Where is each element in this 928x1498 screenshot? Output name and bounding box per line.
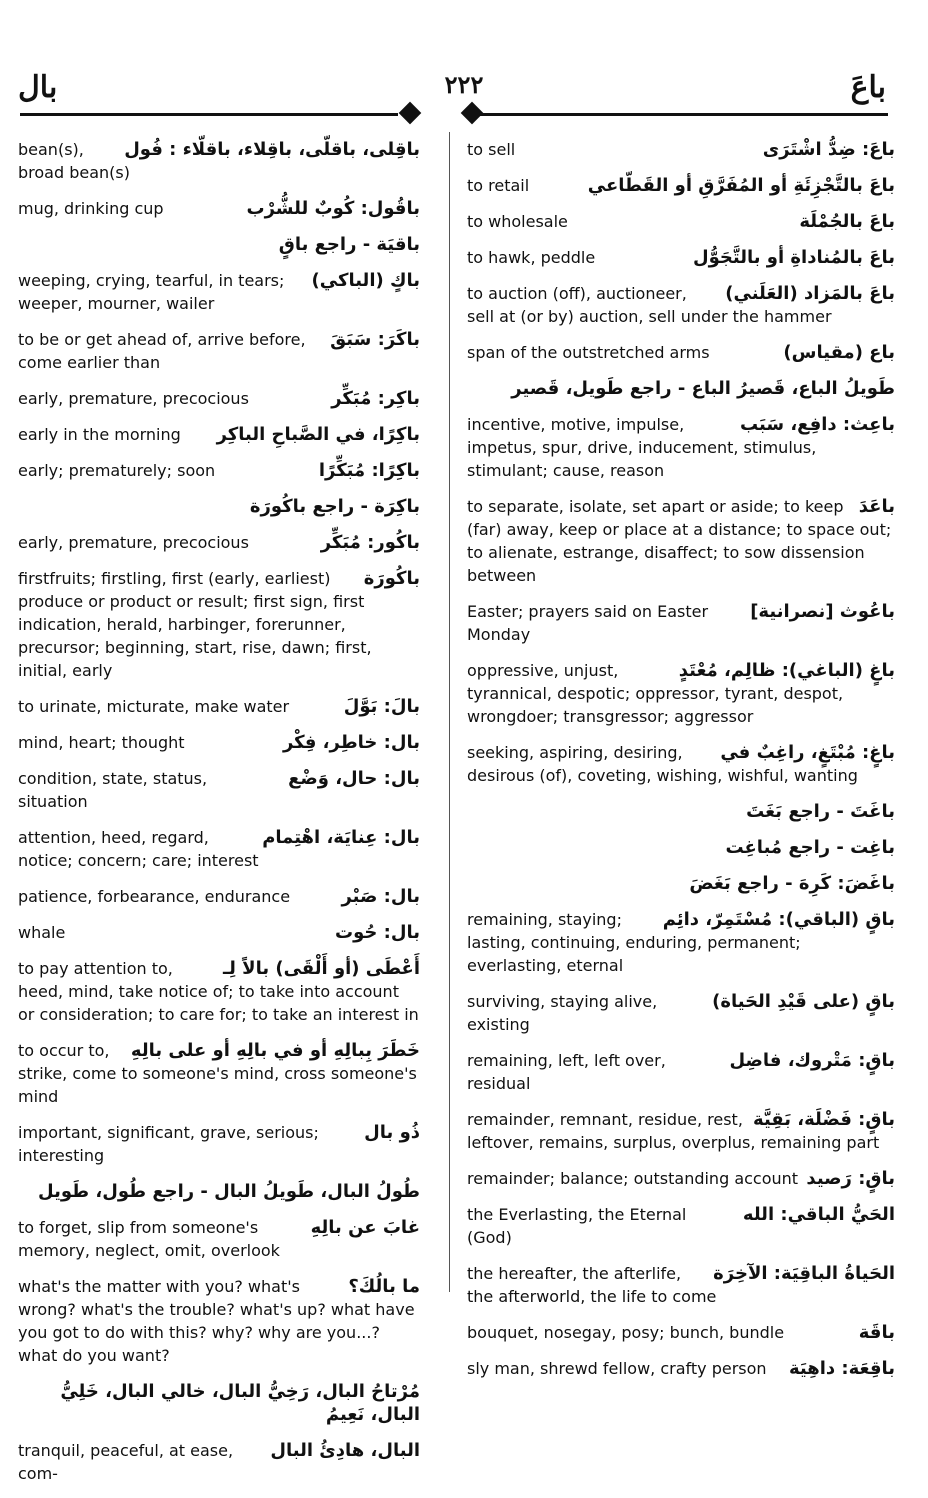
dictionary-entry xyxy=(18,826,420,872)
entry-arabic-headword: باع (مقياس) xyxy=(783,342,895,363)
dictionary-entry xyxy=(18,567,420,682)
page-number: ٢٢٢ xyxy=(444,70,484,99)
entry-english-definition: attention, heed, regard, notice; concern; care; interest xyxy=(18,828,259,870)
dictionary-entry xyxy=(467,1167,895,1190)
entry-arabic-headword: باكُورَة xyxy=(363,568,420,589)
entry-arabic-headword: باعَ بالمُناداةِ أو بالتَّجَوُّل xyxy=(693,247,895,268)
entry-arabic-headword: الحَيُّ الباقي: الله xyxy=(742,1204,895,1225)
dictionary-entry xyxy=(18,885,420,908)
dictionary-entry xyxy=(18,957,420,1026)
dictionary-entry xyxy=(467,1357,895,1380)
dictionary-entry xyxy=(18,138,420,184)
entry-english-definition: sly man, shrewd fellow, crafty person xyxy=(467,1359,767,1378)
entry-arabic-headword: باغَضَ: كَرِهَ - راجع بَغَضَ xyxy=(689,873,895,894)
entry-arabic-headword: ما بالُكَ؟ xyxy=(348,1276,420,1297)
entry-arabic-headword: الحَياةُ الباقِيَة: الآخِرَة xyxy=(713,1263,895,1284)
entry-arabic-headword: بال: عِنايَة، اهْتِمام xyxy=(262,827,420,848)
entry-arabic-headword: باكِرًا: مُبَكِّرًا xyxy=(318,460,420,481)
entry-english-definition: seeking, aspiring, desiring, desirous (of), coveting, wishing, wishful, wanting xyxy=(467,743,858,785)
entry-arabic-headword: باغَتَ - راجع بَغَتَ xyxy=(746,801,895,822)
entry-english-definition: bouquet, nosegay, posy; bunch, bundle xyxy=(467,1323,785,1342)
entry-arabic-headword: بال: خاطِر، فِكْر xyxy=(282,732,420,753)
dictionary-entry xyxy=(18,328,420,374)
entry-english-definition: to sell xyxy=(467,140,516,159)
entry-arabic-headword: باعَ بالجُمْلَة xyxy=(799,211,895,232)
entry-english-definition: to auction (off), auctioneer, sell at (or by) auction, sell under the hammer xyxy=(467,284,832,326)
entry-english-definition: span of the outstretched arms xyxy=(467,343,710,362)
entry-english-definition: what's the matter with you? what's wrong? what's the trouble? what's up? what have you got to do with this? why? why are you...? what do you want? xyxy=(18,1277,415,1365)
header-guide-word-left: بال xyxy=(18,70,58,105)
header-rule-right xyxy=(478,113,888,116)
dictionary-entry xyxy=(467,800,895,823)
entry-english-definition: Easter; prayers said on Easter Monday xyxy=(467,602,709,644)
header-guide-word-right: باعَ xyxy=(850,70,886,105)
entry-arabic-headword: مُرْتاحُ البال، رَخِيُّ البال، خالي البال، خَلِيُّ البال، نَعِيمُ xyxy=(60,1381,420,1425)
dictionary-entry xyxy=(18,1180,420,1203)
entry-arabic-headword: باقٍ (الباقي): مُسْتَمِرّ، دائِم xyxy=(662,909,895,930)
entry-english-definition: patience, forbearance, endurance xyxy=(18,887,291,906)
entry-arabic-headword: باكِرًا، في الصَّباحِ الباكِر xyxy=(216,424,420,445)
right-column xyxy=(467,138,895,1393)
dictionary-entry xyxy=(467,1321,895,1344)
entry-english-definition: early, premature, precocious xyxy=(18,533,249,552)
entry-english-definition: tranquil, peaceful, at ease, com- xyxy=(18,1441,234,1483)
entry-english-definition: early in the morning xyxy=(18,425,181,444)
entry-arabic-headword: أَعْطَى (أو أَلْقَى) بالاً لِـ xyxy=(222,958,420,979)
entry-arabic-headword: باقٍ: مَتْروك، فاضِل xyxy=(729,1050,895,1071)
dictionary-entry xyxy=(467,836,895,859)
entry-english-definition: to urinate, micturate, make water xyxy=(18,697,290,716)
dictionary-entry xyxy=(18,767,420,813)
entry-english-definition: remainder, remnant, residue, rest, leftover, remains, surplus, overplus, remaining part xyxy=(467,1110,880,1152)
entry-english-definition: to occur to, strike, come to someone's mind, cross someone's mind xyxy=(18,1041,417,1106)
entry-arabic-headword: باعَ بالتَّجْزِئَةِ أو المُفَرَّقِ أو القَطّاعي xyxy=(587,175,895,196)
entry-english-definition: remaining, left, left over, residual xyxy=(467,1051,666,1093)
entry-arabic-headword: ذُو بال xyxy=(364,1122,420,1143)
entry-english-definition: oppressive, unjust, tyrannical, despotic; oppressor, tyrant, despot, wrongdoer; transgressor; aggressor xyxy=(467,661,844,726)
dictionary-entry xyxy=(18,1121,420,1167)
entry-arabic-headword: بالَ: بَوَّلَ xyxy=(343,696,420,717)
entry-arabic-headword: باعِث: دافِع، سَبَب xyxy=(739,414,895,435)
dictionary-entry xyxy=(467,377,895,400)
entry-arabic-headword: باقيَة - راجع باقٍ xyxy=(278,234,420,255)
dictionary-entry xyxy=(467,908,895,977)
entry-english-definition: bean(s), broad bean(s) xyxy=(18,140,130,182)
entry-arabic-headword: باكِر: مُبَكِّر xyxy=(331,388,420,409)
entry-english-definition: remainder; balance; outstanding account xyxy=(467,1169,799,1188)
column-divider xyxy=(449,132,450,1292)
entry-english-definition: early; prematurely; soon xyxy=(18,461,216,480)
entry-arabic-headword: باقٍ: فَضْلَة، بَقِيَّة xyxy=(753,1109,895,1130)
entry-arabic-headword: باعُوث [نصرانية] xyxy=(750,601,895,622)
entry-arabic-headword: باقِلى، باقلّى، باقِلاء، باقلّاء : فُول xyxy=(124,139,420,160)
dictionary-entry xyxy=(467,600,895,646)
dictionary-entry xyxy=(18,731,420,754)
dictionary-entry xyxy=(467,872,895,895)
header-rule-left xyxy=(20,113,398,116)
entry-english-definition: the hereafter, the afterlife, the afterworld, the life to come xyxy=(467,1264,717,1306)
dictionary-entry xyxy=(467,1108,895,1154)
dictionary-entry xyxy=(467,246,895,269)
entry-arabic-headword: خَطَرَ بِبالِهِ أو في بالِهِ أو على بالِهِ xyxy=(130,1040,420,1061)
dictionary-entry xyxy=(18,1380,420,1426)
dictionary-entry xyxy=(18,695,420,718)
entry-arabic-headword: بال: صَبْر xyxy=(341,886,420,907)
entry-english-definition: weeping, crying, tearful, in tears; weeper, mourner, wailer xyxy=(18,271,285,313)
dictionary-entry xyxy=(18,1039,420,1108)
dictionary-entry xyxy=(467,341,895,364)
dictionary-entry xyxy=(467,1203,895,1249)
dictionary-entry xyxy=(18,495,420,518)
dictionary-entry xyxy=(18,1275,420,1367)
dictionary-entry xyxy=(467,210,895,233)
dictionary-entry xyxy=(467,1262,895,1308)
entry-arabic-headword: باكُور: مُبَكِّر xyxy=(320,532,420,553)
entry-english-definition: to pay attention to, heed, mind, take notice of; to take into account or consideration; to care for; to take an interest in xyxy=(18,959,419,1024)
entry-arabic-headword: بال: حُوت xyxy=(335,922,420,943)
entry-arabic-headword: البال، هادِئُ البال xyxy=(270,1440,420,1461)
dictionary-entry xyxy=(18,269,420,315)
dictionary-entry xyxy=(467,174,895,197)
entry-english-definition: important, significant, grave, serious; interesting xyxy=(18,1123,319,1165)
dictionary-entry xyxy=(18,459,420,482)
entry-english-definition: remaining, staying; lasting, continuing, enduring, permanent; everlasting, eternal xyxy=(467,910,801,975)
dictionary-entry xyxy=(18,387,420,410)
entry-arabic-headword: باقٍ: رَصيد xyxy=(806,1168,895,1189)
entry-english-definition: surviving, staying alive, existing xyxy=(467,992,658,1034)
entry-english-definition: to wholesale xyxy=(467,212,568,231)
diamond-ornament-left xyxy=(399,102,422,125)
dictionary-entry xyxy=(18,921,420,944)
dictionary-entry xyxy=(18,1216,420,1262)
dictionary-entry xyxy=(18,423,420,446)
dictionary-entry xyxy=(467,1049,895,1095)
entry-arabic-headword: باقَة xyxy=(858,1322,895,1343)
entry-english-definition: mug, drinking cup xyxy=(18,199,164,218)
dictionary-entry xyxy=(18,1439,420,1485)
dictionary-entry xyxy=(467,282,895,328)
dictionary-entry xyxy=(18,197,420,220)
entry-arabic-headword: باعَ بالمَزاد (العَلَني) xyxy=(725,283,895,304)
entry-english-definition: the Everlasting, the Eternal (God) xyxy=(467,1205,687,1247)
entry-arabic-headword: باكٍ (الباكي) xyxy=(311,270,420,291)
entry-arabic-headword: طُولُ البال، طَويلُ البال - راجع طُول، طَويل xyxy=(38,1181,420,1202)
dictionary-entry xyxy=(18,233,420,256)
entry-arabic-headword: باعَدَ xyxy=(858,496,895,517)
left-column xyxy=(18,138,420,1498)
entry-english-definition: to retail xyxy=(467,176,530,195)
dictionary-entry xyxy=(467,138,895,161)
entry-english-definition: whale xyxy=(18,923,66,942)
dictionary-entry xyxy=(467,741,895,787)
entry-english-definition: to hawk, peddle xyxy=(467,248,596,267)
entry-english-definition: firstfruits; firstling, first (early, earliest) produce or product or result; first sign, first indication, herald, harbinger, forerunner, precursor; beginning, start, rise, dawn; first, initial, early xyxy=(18,569,372,680)
dictionary-entry xyxy=(467,990,895,1036)
entry-arabic-headword: باقٍ (على قَيْدِ الحَياة) xyxy=(712,991,895,1012)
entry-arabic-headword: طَويلُ الباع، قَصيرُ الباع - راجع طَويل، قَصير xyxy=(511,378,895,399)
entry-arabic-headword: باكَرَ: سَبَقَ xyxy=(330,329,420,350)
entry-arabic-headword: باكِرَة - راجع باكُورَة xyxy=(249,496,420,517)
entry-english-definition: mind, heart; thought xyxy=(18,733,185,752)
entry-arabic-headword: باقُول: كُوبٌ للشُّرْب xyxy=(246,198,420,219)
dictionary-entry xyxy=(467,659,895,728)
entry-english-definition: incentive, motive, impulse, impetus, spur, drive, inducement, stimulus, stimulant; cause, reason xyxy=(467,415,817,480)
entry-english-definition: condition, state, status, situation xyxy=(18,769,208,811)
dictionary-entry xyxy=(18,531,420,554)
entry-english-definition: early, premature, precocious xyxy=(18,389,249,408)
entry-arabic-headword: باعَ: ضِدُّ اشْتَرَى xyxy=(762,139,895,160)
entry-arabic-headword: بال: حال، وَضْع xyxy=(288,768,420,789)
entry-english-definition: to separate, isolate, set apart or aside; to keep (far) away, keep or place at a distance; to space out; to alienate, estrange, disaffect; to sow dissension between xyxy=(467,497,892,585)
entry-arabic-headword: باقِعَة: داهِيَة xyxy=(789,1358,895,1379)
dictionary-entry xyxy=(467,495,895,587)
entry-english-definition: to be or get ahead of, arrive before, come earlier than xyxy=(18,330,306,372)
entry-arabic-headword: باغٍ (الباغي): ظالِم، مُعْتَدٍ xyxy=(678,660,895,681)
entry-english-definition: to forget, slip from someone's memory, neglect, omit, overlook xyxy=(18,1218,280,1260)
entry-arabic-headword: باغِت - راجع مُباغِت xyxy=(725,837,895,858)
entry-arabic-headword: باغٍ: مُبْتَغٍ، راغِبٌ في xyxy=(720,742,895,763)
entry-arabic-headword: غابَ عن بالِهِ xyxy=(310,1217,420,1238)
dictionary-entry xyxy=(467,413,895,482)
